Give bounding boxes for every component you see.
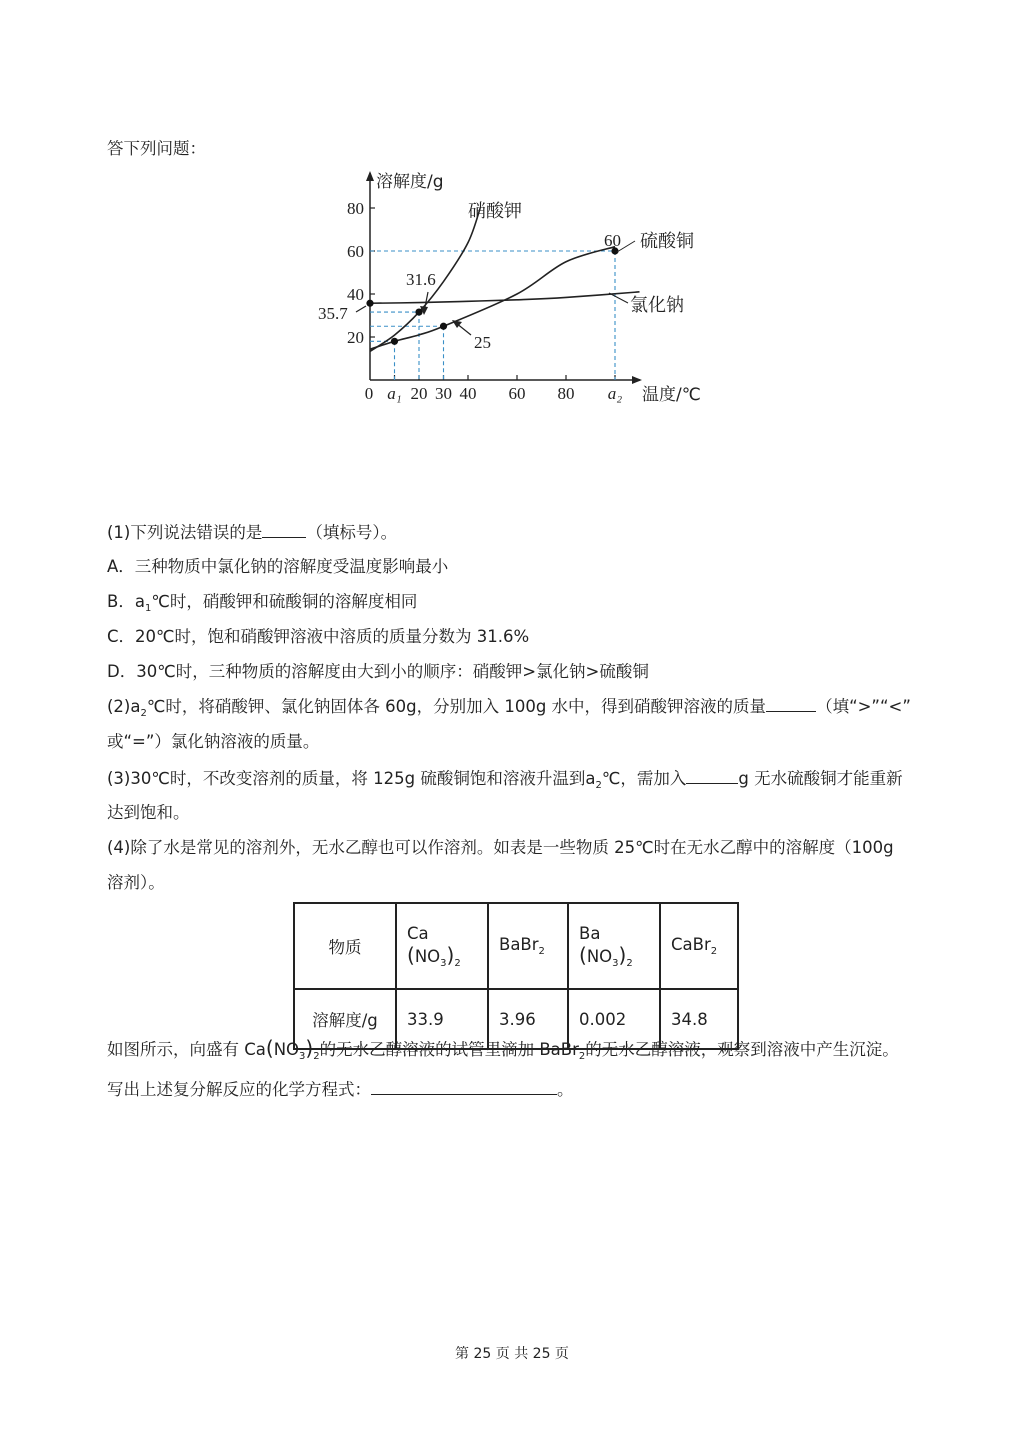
x-tick-label: 40 — [459, 384, 477, 403]
series-label: 硫酸铜 — [640, 231, 694, 252]
table-col-ba-no3: Ba $(NO_3)_2$ — [568, 903, 660, 989]
series-label: 硝酸钾 — [468, 201, 522, 222]
x-axis-title: 温度/℃ — [642, 385, 701, 405]
annotation-60: 60 — [604, 231, 621, 250]
y-tick-label: 20 — [347, 328, 364, 347]
data-point — [391, 338, 398, 345]
y-tick-label: 80 — [347, 199, 364, 218]
table-col-ca-no3: Ca $(NO_3)_2$ — [396, 903, 488, 989]
q4-line1: (4)除了水是常见的溶剂外，无水乙醇也可以作溶剂。如表是一些物质 25℃时在无水乙醇中的溶解度（100g — [107, 838, 894, 857]
x-tick-label: 20 — [410, 384, 428, 403]
x-tick-label: 80 — [557, 384, 575, 403]
x-tick-label: 60 — [508, 384, 526, 403]
annotation-25: 25 — [474, 333, 491, 352]
y-tick-label: 60 — [347, 242, 364, 261]
y-tick-label: 40 — [347, 285, 364, 304]
q4-equation-line: 写出上述复分解反应的化学方程式： 。 — [107, 1080, 574, 1099]
q1-option-d: D．30℃时，三种物质的溶解度由大到小的顺序：硝酸钾>氯化钠>硫酸铜 — [107, 662, 649, 681]
data-point — [366, 300, 373, 307]
q1-stem-text: (1)下列说法错误的是 — [107, 523, 263, 542]
x-tick-label: 30 — [435, 384, 452, 403]
x-tick-label: a₁ — [387, 384, 402, 403]
q2-line1: $(2)a_2℃$时，将硝酸钾、氯化钠固体各 60g，分别加入 100g 水中，得到硝酸钾溶液的质量 （填“>”“<” — [107, 697, 911, 719]
curve-氯化钠 — [370, 292, 640, 303]
q2-answer-blank[interactable] — [766, 695, 816, 712]
data-point — [415, 308, 422, 315]
table-cell: 33.9 — [396, 989, 488, 1049]
intro-text: 答下列问题： — [107, 139, 206, 158]
table-col-cabr2: CaBr$_2$ — [660, 903, 738, 989]
q3-answer-blank[interactable] — [686, 767, 738, 784]
table-col-babr2: BaBr$_2$ — [488, 903, 568, 989]
q1-option-b: B．$a_1℃$时，硝酸钾和硫酸铜的溶解度相同 — [107, 592, 418, 614]
chart-labels — [318, 172, 701, 405]
table-cell: 0.002 — [568, 989, 660, 1049]
x-tick-label: a₂ — [607, 384, 623, 403]
x-tick-label: 0 — [364, 384, 374, 403]
q4-answer-blank[interactable] — [371, 1078, 557, 1095]
page-footer: 第 25 页 共 25 页 — [455, 1346, 569, 1362]
series-label: 氯化钠 — [630, 295, 684, 316]
y-axis-arrow — [366, 171, 374, 181]
x-axis-arrow — [632, 376, 642, 384]
data-point — [440, 323, 447, 330]
solubility-chart — [310, 165, 720, 410]
q1-answer-blank[interactable] — [262, 521, 306, 538]
annotation-31-6: 31.6 — [406, 270, 436, 289]
q3-line2: 达到饱和。 — [107, 803, 190, 822]
series-leader — [609, 293, 628, 303]
table-cell: 34.8 — [660, 989, 738, 1049]
q1-stem-tail: （填标号）。 — [306, 523, 398, 542]
annotation-35-7: 35.7 — [318, 304, 348, 323]
q1-option-a: A．三种物质中氯化钠的溶解度受温度影响最小 — [107, 557, 449, 576]
y-axis-title: 溶解度/g — [376, 172, 444, 192]
annotation-arrow — [356, 306, 366, 312]
table-row-label: 溶解度/g — [294, 989, 396, 1049]
q4-line2: 溶剂）。 — [107, 873, 165, 892]
table-cell: 3.96 — [488, 989, 568, 1049]
q2-line2: 或“=”）氯化钠溶液的质量。 — [107, 732, 320, 751]
solubility-table — [293, 902, 739, 1050]
q3-line1: (3)30℃时，不改变溶剂的质量，将 125g 硫酸铜饱和溶液升温到$a_2℃$，需加入 g 无水硫酸铜才能重新 — [107, 769, 903, 791]
q1-option-c: C．20℃时，饱和硝酸钾溶液中溶质的质量分数为 31.6% — [107, 627, 530, 646]
curve-硫酸铜 — [370, 247, 615, 350]
table-header-label: 物质 — [294, 903, 396, 989]
q4-after-table: 如图所示，向盛有 $Ca(NO_3)_2$的无水乙醇溶液的试管里滴加 BaBr$_2$的无水乙醇溶液，观察到溶液中产生沉淀。 — [107, 1036, 899, 1062]
q1-stem — [107, 521, 397, 544]
